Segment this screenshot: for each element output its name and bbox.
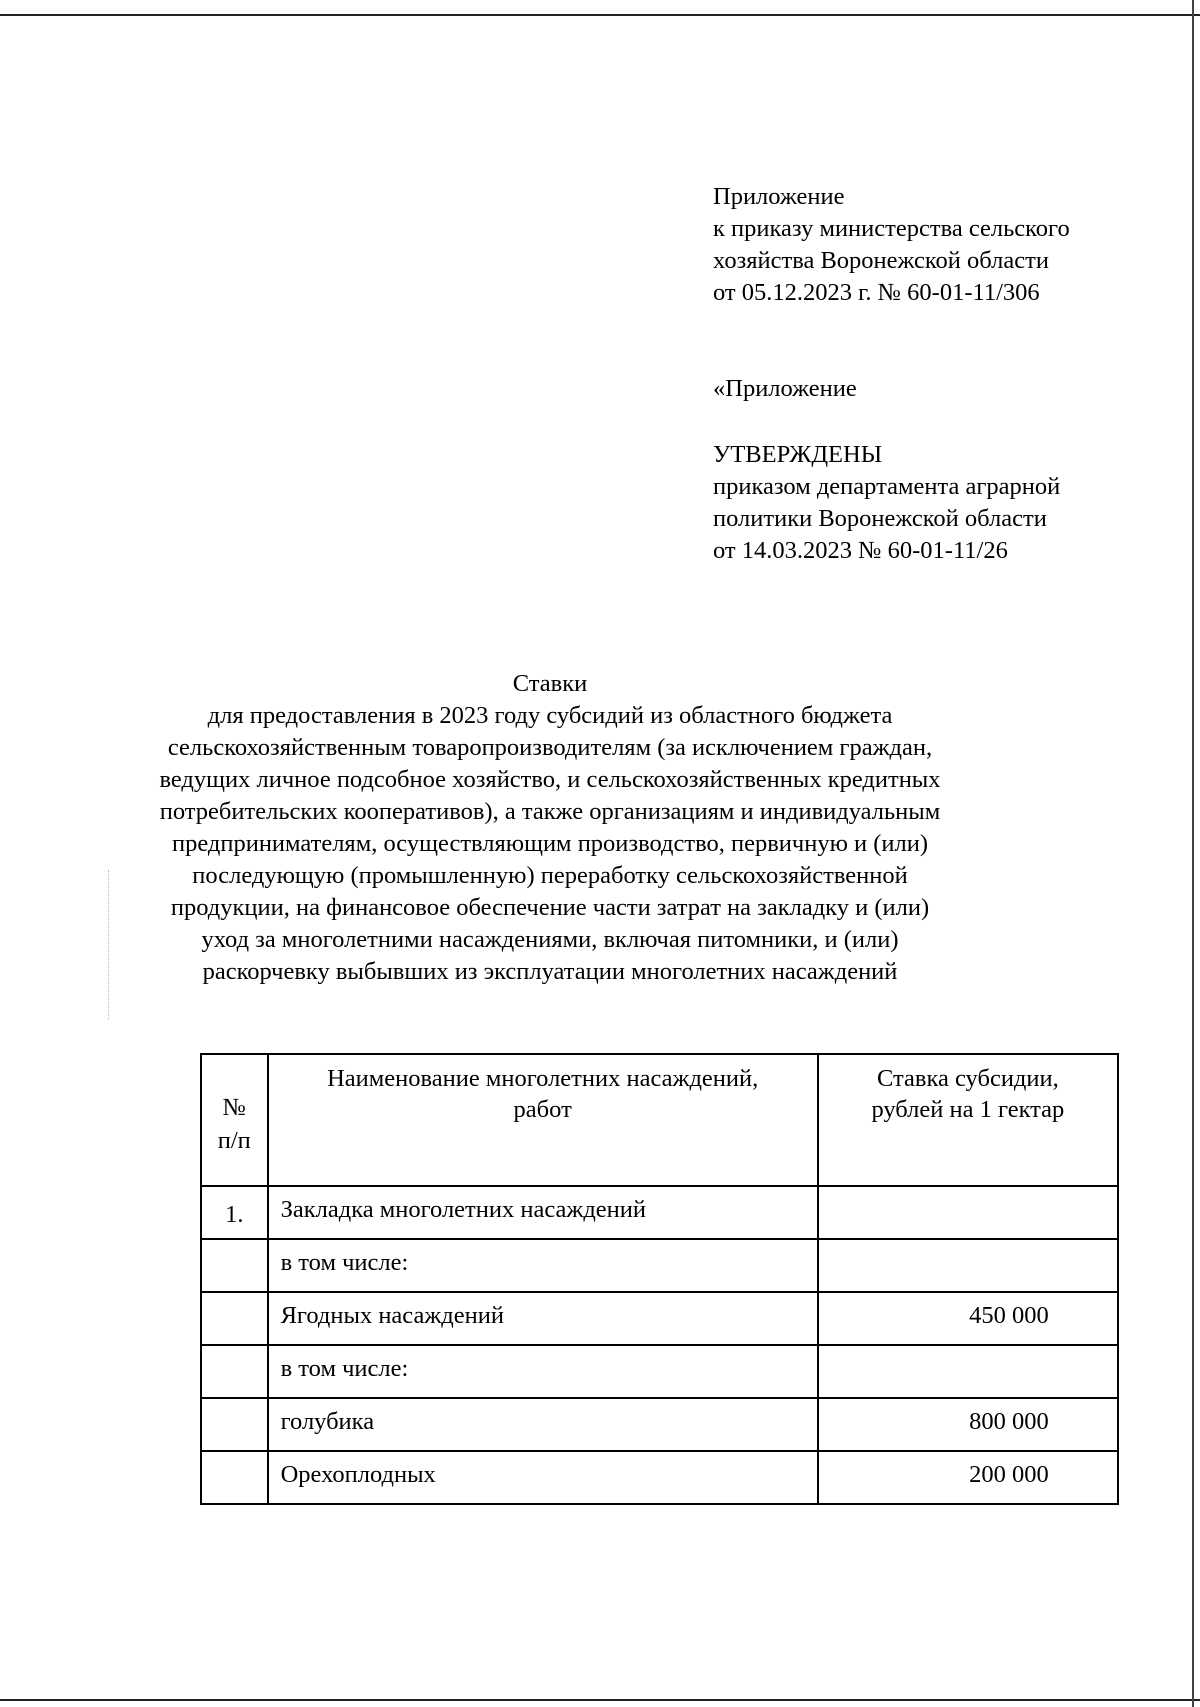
title-line: ведущих личное подсобное хозяйство, и сельскохозяйственных кредитных: [159, 766, 941, 793]
row-name: голубика: [280, 1408, 375, 1435]
row-rate-cell: [818, 1186, 1118, 1239]
row-name: Закладка многолетних насаждений: [280, 1196, 646, 1223]
row-number-cell: [201, 1292, 268, 1345]
row-name-cell: [268, 1239, 818, 1292]
header-text: №: [222, 1094, 246, 1121]
table-row: [201, 1398, 1118, 1451]
row-number: [202, 1399, 267, 1411]
row-rate: 800 000: [969, 1408, 1049, 1435]
approval-block: [713, 373, 1060, 567]
row-number: 1.: [225, 1201, 244, 1228]
row-rate: [819, 1187, 1117, 1194]
row-rate-cell: [818, 1451, 1118, 1504]
title-line: уход за многолетними насаждениями, включая питомники, и (или): [201, 926, 899, 953]
title-line: для предоставления в 2023 году субсидий из областного бюджета: [207, 702, 893, 729]
row-number-cell: [201, 1451, 268, 1504]
header-text: п/п: [217, 1127, 251, 1154]
table-row: [201, 1292, 1118, 1345]
row-number-cell: [201, 1398, 268, 1451]
title-line: продукции, на финансовое обеспечение части затрат на закладку и (или): [170, 894, 930, 921]
table-header-row: [201, 1054, 1118, 1186]
annex-header-line: Приложение: [713, 183, 845, 210]
title-heading: Ставки: [512, 670, 588, 697]
header-cell-rate: [818, 1054, 1118, 1186]
row-number-cell: [201, 1239, 268, 1292]
row-number: [202, 1452, 267, 1464]
title-line: сельскохозяйственным товаропроизводителям (за исключением граждан,: [167, 734, 933, 761]
title-line: последующую (промышленную) переработку сельскохозяйственной: [192, 862, 908, 889]
annex-header: [713, 181, 1070, 309]
row-number-cell: [201, 1345, 268, 1398]
approval-line: «Приложение: [713, 375, 857, 402]
row-rate: [819, 1346, 1117, 1353]
row-number: [202, 1293, 267, 1305]
title-line: раскорчевку выбывших из эксплуатации многолетних насаждений: [202, 958, 898, 985]
row-name-cell: [268, 1292, 818, 1345]
row-name: в том числе:: [280, 1249, 409, 1276]
row-rate-cell: [818, 1239, 1118, 1292]
row-rate: 450 000: [969, 1302, 1049, 1329]
approval-line: от 14.03.2023 № 60-01-11/26: [713, 537, 1008, 564]
scan-right-border: [1192, 0, 1200, 1707]
row-name: Орехоплодных: [280, 1461, 436, 1488]
annex-header-line: к приказу министерства сельского: [713, 215, 1070, 242]
row-rate: [819, 1240, 1117, 1247]
row-rate: 200 000: [969, 1461, 1049, 1488]
row-name-cell: [268, 1398, 818, 1451]
row-name-cell: [268, 1345, 818, 1398]
row-name: в том числе:: [280, 1355, 409, 1382]
approval-line: политики Воронежской области: [713, 505, 1047, 532]
row-name-cell: [268, 1186, 818, 1239]
header-cell-number: [201, 1054, 268, 1186]
table-row: [201, 1186, 1118, 1239]
table-row: [201, 1451, 1118, 1504]
header-text: Ставка субсидии,: [877, 1065, 1059, 1092]
table-row: [201, 1345, 1118, 1398]
document-title: [0, 668, 1100, 988]
scan-bottom-border: [0, 1699, 1200, 1707]
row-rate-cell: [818, 1398, 1118, 1451]
annex-header-line: хозяйства Воронежской области: [713, 247, 1049, 274]
row-number: [202, 1346, 267, 1358]
title-line: предпринимателям, осуществляющим производство, первичную и (или): [171, 830, 929, 857]
header-text: Наименование многолетних насаждений,: [327, 1065, 759, 1092]
header-cell-name: [268, 1054, 818, 1186]
row-rate-cell: [818, 1345, 1118, 1398]
row-name: Ягодных насаждений: [280, 1302, 504, 1329]
approval-heading: УТВЕРЖДЕНЫ: [713, 441, 883, 468]
header-text: рублей на 1 гектар: [871, 1096, 1065, 1123]
table-row: [201, 1239, 1118, 1292]
row-rate-cell: [818, 1292, 1118, 1345]
header-text: работ: [513, 1096, 572, 1123]
annex-header-line: от 05.12.2023 г. № 60-01-11/306: [713, 279, 1040, 306]
row-number: [202, 1240, 267, 1252]
title-line: потребительских кооперативов), а также организациям и индивидуальным: [159, 798, 941, 825]
approval-line: приказом департамента аграрной: [713, 473, 1061, 500]
row-name-cell: [268, 1451, 818, 1504]
scan-top-border: [0, 0, 1200, 16]
row-number-cell: [201, 1186, 268, 1239]
rates-table: [200, 1053, 1119, 1505]
